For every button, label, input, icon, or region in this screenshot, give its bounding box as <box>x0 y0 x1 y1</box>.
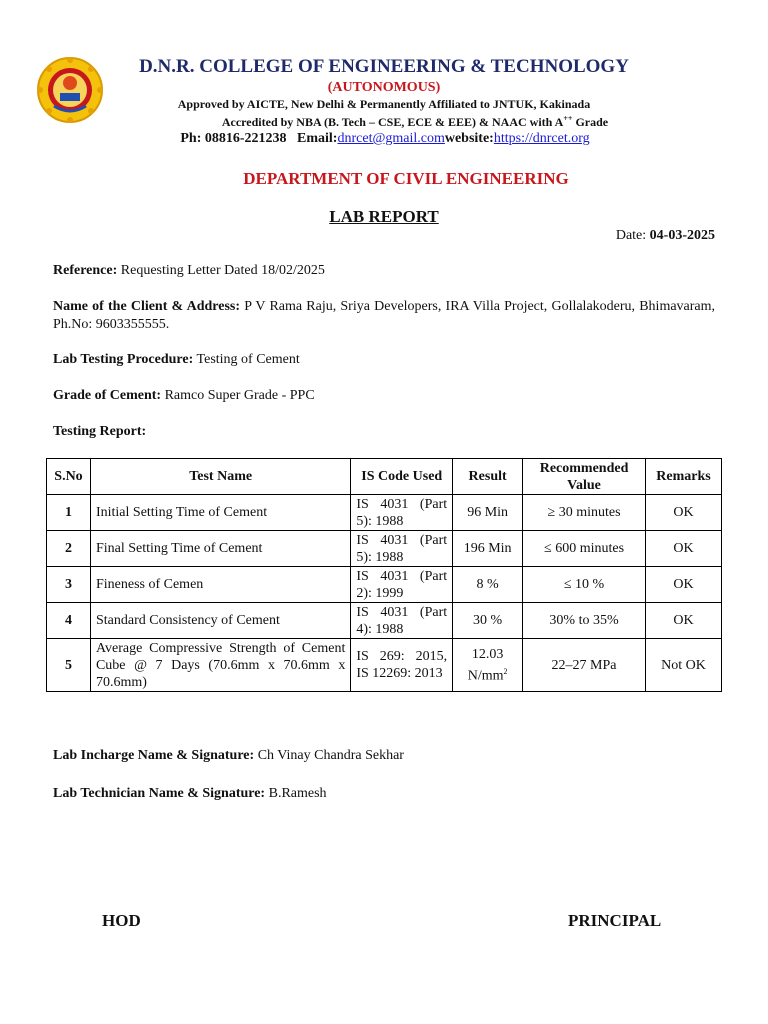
cell-recommended: ≤ 10 % <box>523 567 646 603</box>
client-value: P V Rama Raju, Sriya Developers, IRA Villa Project, Gollalakoderu, Bhimavaram, Ph.No: 9603355555. <box>53 299 716 332</box>
cell-remarks: Not OK <box>645 639 721 692</box>
website-label: website: <box>444 131 494 146</box>
accreditation-line <box>0 114 768 130</box>
header-is-code: IS Code Used <box>351 459 453 495</box>
email-label: Email: <box>297 131 338 146</box>
cell-sno: 1 <box>47 495 91 531</box>
header-sno: S.No <box>47 459 91 495</box>
reference-label: Reference: <box>53 263 118 278</box>
header-result: Result <box>453 459 523 495</box>
lab-technician-line <box>53 786 327 802</box>
cell-sno: 4 <box>47 603 91 639</box>
cell-sno: 2 <box>47 531 91 567</box>
autonomous-label: (AUTONOMOUS) <box>327 80 441 95</box>
table-row <box>47 639 722 692</box>
cell-is-code: IS 269: 2015, IS 12269: 2013 <box>351 639 453 692</box>
table-row <box>47 603 722 639</box>
header-test-name: Test Name <box>90 459 350 495</box>
report-title-text: LAB REPORT <box>329 207 439 226</box>
accreditation-suffix: Grade <box>572 115 609 129</box>
lab-incharge-line <box>53 748 404 764</box>
accreditation-text: Accredited by NBA (B. Tech – CSE, ECE & EEE) & NAAC with A <box>221 115 564 129</box>
report-date <box>616 228 715 244</box>
date-value: 04-03-2025 <box>649 228 715 243</box>
cell-recommended: 22–27 MPa <box>523 639 646 692</box>
result-unit-sup: 2 <box>503 666 508 676</box>
technician-label: Lab Technician Name & Signature: <box>53 786 266 801</box>
approval-line: Approved by AICTE, New Delhi & Permanently Affiliated to JNTUK, Kakinada <box>177 97 591 111</box>
procedure-label: Lab Testing Procedure: <box>53 352 194 367</box>
testing-report-label: Testing Report: <box>53 424 147 439</box>
date-label: Date: <box>615 228 647 243</box>
cell-test-name: Initial Setting Time of Cement <box>90 495 350 531</box>
website-link[interactable]: https://dnrcet.org <box>493 131 590 146</box>
phone: Ph: 08816-221238 <box>180 131 287 146</box>
hod-signature: HOD <box>102 911 141 930</box>
grade-value: Ramco Super Grade - PPC <box>164 388 315 403</box>
table-row <box>47 531 722 567</box>
result-value: 12.03 <box>471 646 504 662</box>
cell-result: 96 Min <box>453 495 523 531</box>
reference-field <box>53 262 715 280</box>
cell-test-name: Final Setting Time of Cement <box>90 531 350 567</box>
cell-sno: 3 <box>47 567 91 603</box>
cell-is-code: IS 4031 (Part 5): 1988 <box>351 495 453 531</box>
cell-remarks: OK <box>645 531 721 567</box>
cell-recommended: ≥ 30 minutes <box>523 495 646 531</box>
procedure-field <box>53 351 715 369</box>
cell-test-name: Average Compressive Strength of Cement Cube @ 7 Days (70.6mm x 70.6mm x 70.6mm) <box>90 639 350 692</box>
technician-name: B.Ramesh <box>268 786 327 801</box>
email-link[interactable]: dnrcet@gmail.com <box>337 131 445 146</box>
table-header-row <box>47 459 722 495</box>
reference-value: Requesting Letter Dated 18/02/2025 <box>120 263 325 278</box>
principal-signature: PRINCIPAL <box>568 911 662 930</box>
result-unit: N/mm <box>467 668 504 684</box>
cell-recommended: ≤ 600 minutes <box>523 531 646 567</box>
cell-result: 8 % <box>453 567 523 603</box>
grade-label: Grade of Cement: <box>53 388 162 403</box>
testing-report-heading <box>53 423 715 441</box>
table-row <box>47 495 722 531</box>
incharge-name: Ch Vinay Chandra Sekhar <box>257 748 404 763</box>
header-remarks: Remarks <box>645 459 721 495</box>
cell-remarks: OK <box>645 567 721 603</box>
client-field <box>53 298 715 334</box>
cell-recommended: 30% to 35% <box>523 603 646 639</box>
cell-test-name: Fineness of Cemen <box>90 567 350 603</box>
cell-remarks: OK <box>645 603 721 639</box>
grade-field <box>53 387 715 405</box>
cell-result: 196 Min <box>453 531 523 567</box>
header-recommended: Recommended Value <box>523 459 646 495</box>
incharge-label: Lab Incharge Name & Signature: <box>53 748 255 763</box>
college-name: D.N.R. COLLEGE OF ENGINEERING & TECHNOLOGY <box>139 56 629 77</box>
test-results-table <box>46 458 722 692</box>
accreditation-grade-sup: ++ <box>563 114 573 123</box>
cell-remarks: OK <box>645 495 721 531</box>
contact-line <box>0 131 768 147</box>
cell-result <box>453 639 523 692</box>
table-row <box>47 567 722 603</box>
procedure-value: Testing of Cement <box>196 352 300 367</box>
cell-is-code: IS 4031 (Part 5): 1988 <box>351 531 453 567</box>
cell-is-code: IS 4031 (Part 2): 1999 <box>351 567 453 603</box>
department-title: DEPARTMENT OF CIVIL ENGINEERING <box>243 169 569 188</box>
cell-test-name: Standard Consistency of Cement <box>90 603 350 639</box>
cell-is-code: IS 4031 (Part 4): 1988 <box>351 603 453 639</box>
client-label: Name of the Client & Address: <box>53 299 241 314</box>
cell-sno: 5 <box>47 639 91 692</box>
cell-result: 30 % <box>453 603 523 639</box>
report-title <box>0 207 768 227</box>
